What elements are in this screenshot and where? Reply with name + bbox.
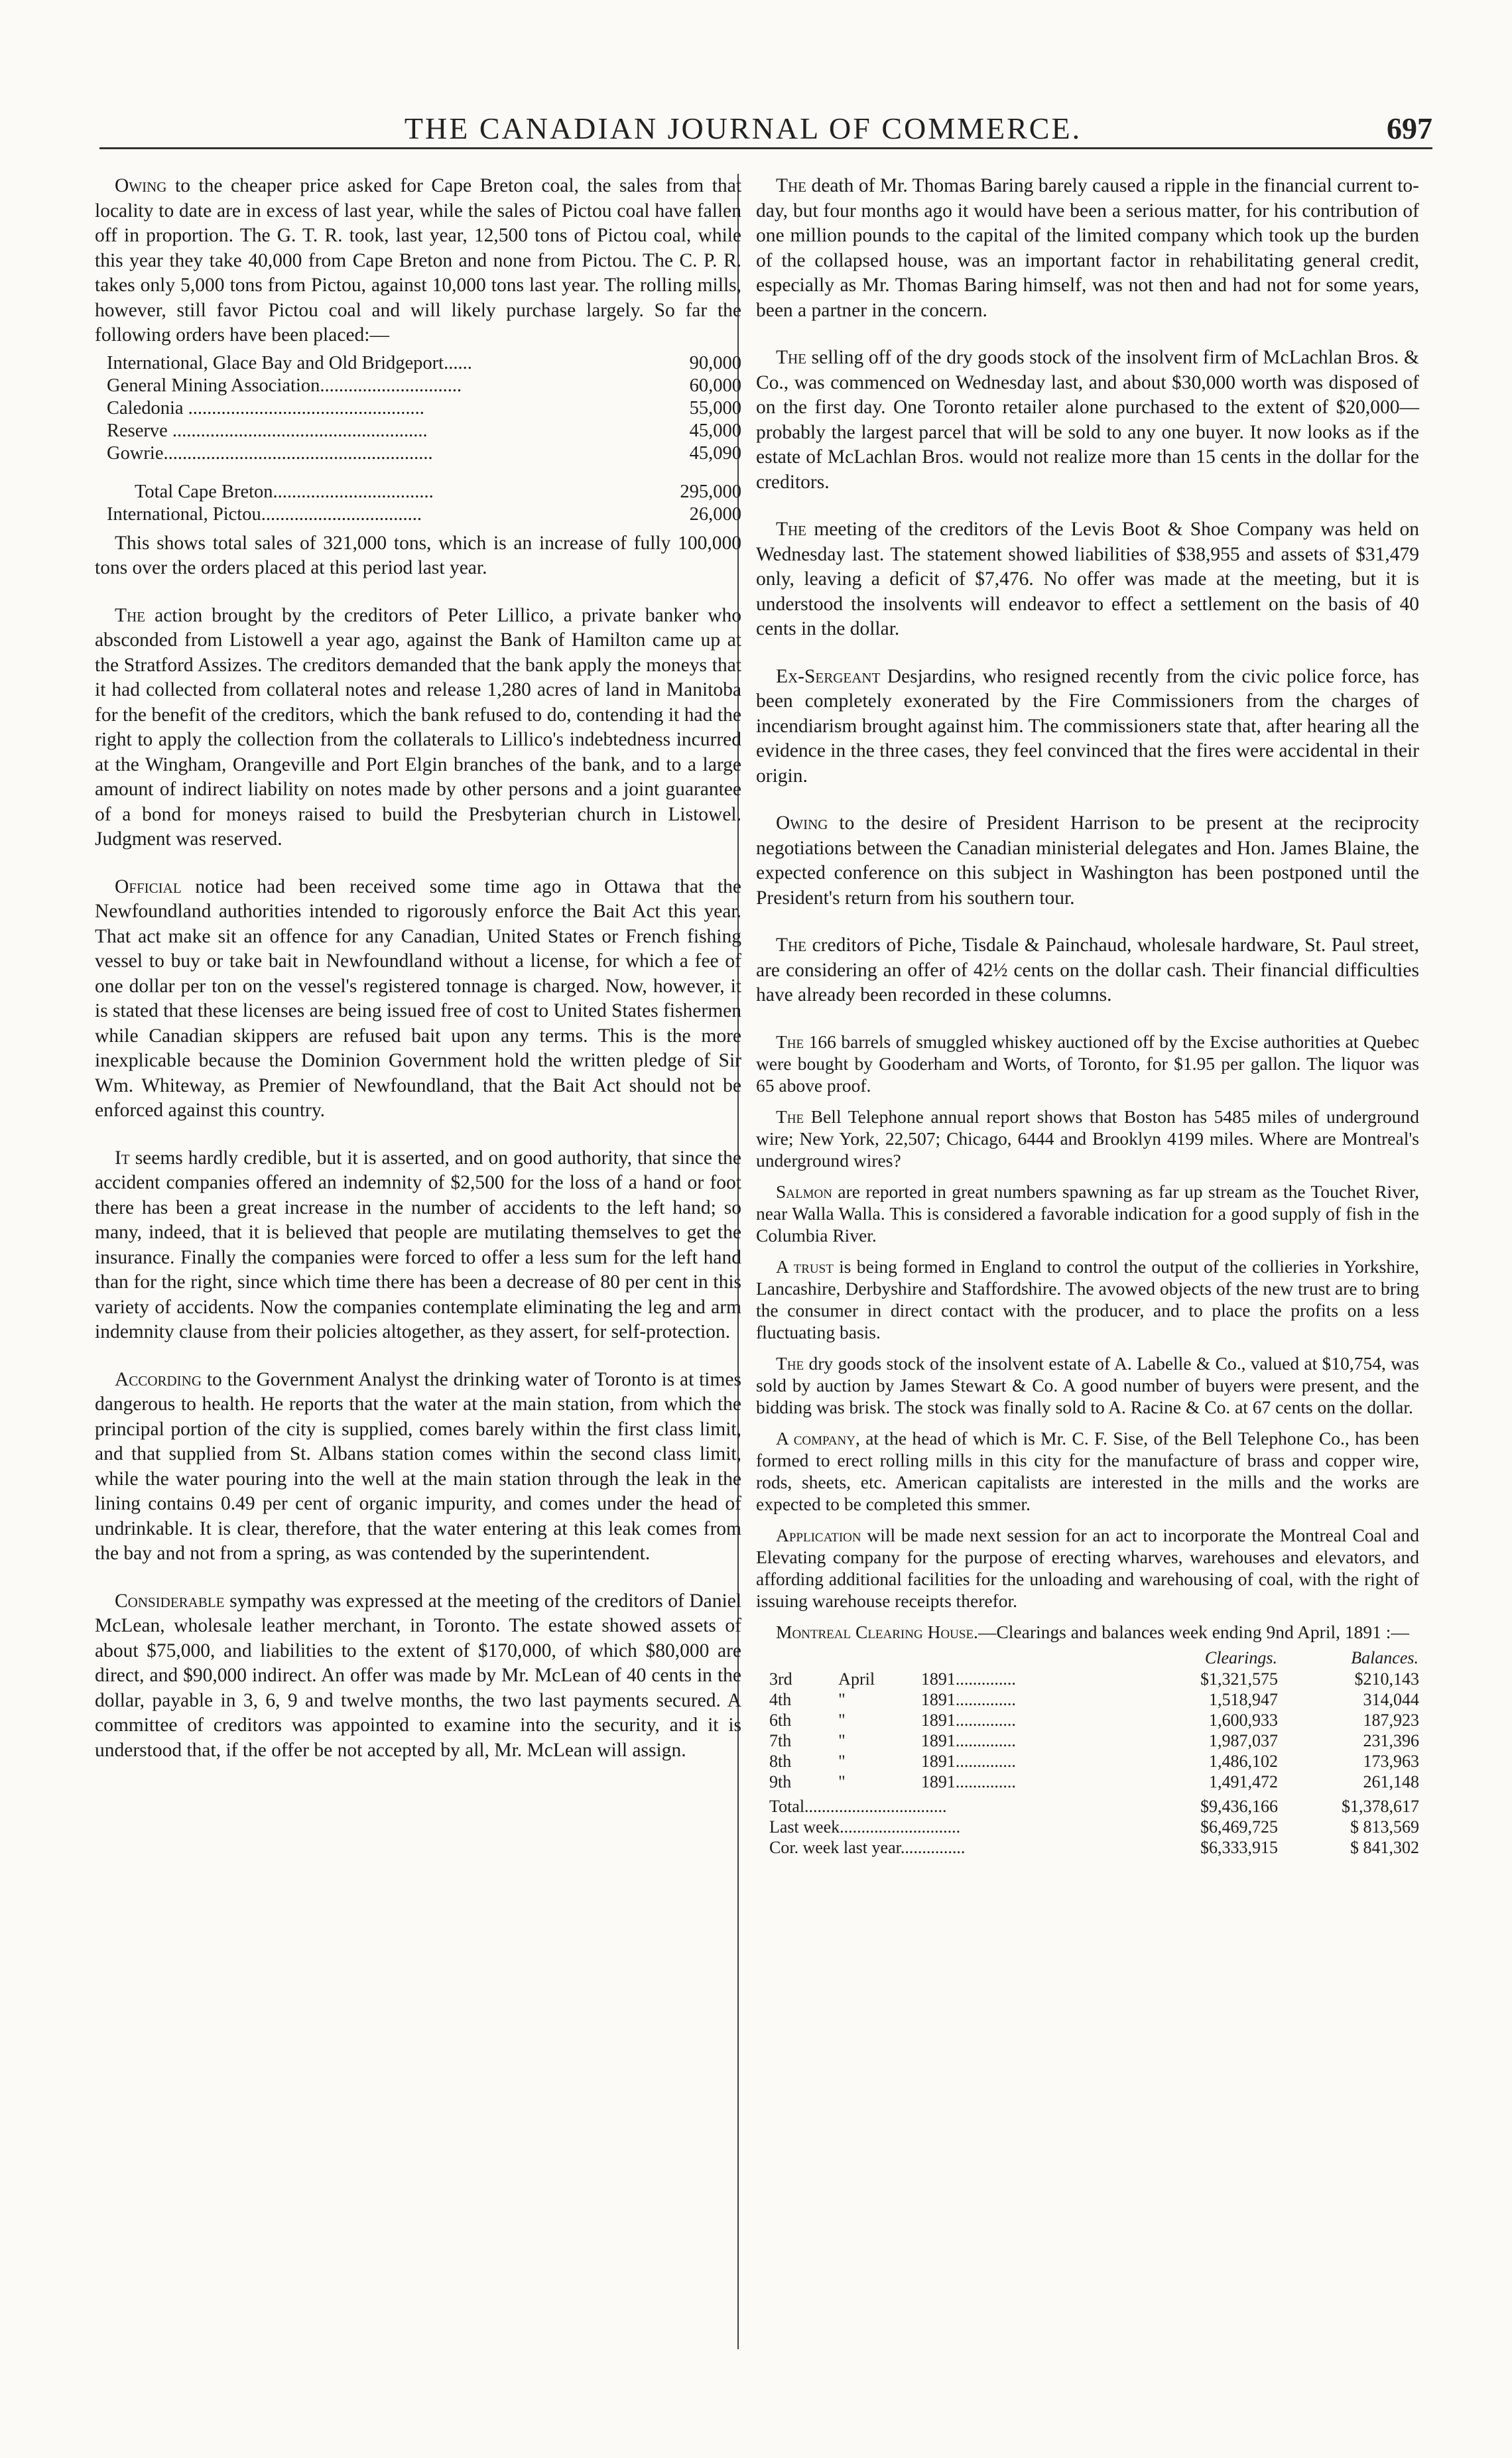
header-balances: Balances. [1351, 1648, 1418, 1667]
cell-day: 3rd [769, 1669, 792, 1689]
article-lead: The [776, 1352, 804, 1374]
cell-balances: 173,963 [1363, 1751, 1419, 1771]
article-text: Bell Telephone annual report shows that Boston has 5485 miles of underground wire; New York, 22,507; Chicago, 6444 and Brooklyn 4199 miles. Where are Montreal's underground wires? [756, 1106, 1419, 1171]
header-rule [99, 147, 1432, 149]
article-mclean [95, 1589, 741, 1764]
brief-item [756, 1181, 1419, 1246]
article-mclachlan [756, 346, 1419, 495]
article-harrison [756, 811, 1419, 911]
article-text: death of Mr. Thomas Baring barely caused a ripple in the financial current to-day, but four months ago it would have been a serious matter, for his contribution of one million pounds to the capital of the limited company which took up the burden of the collapsed house, was an important factor in rehabilitating general credit, especially as Mr. Thomas Baring himself, was not then and had not for some years, been a partner in the concern. [756, 175, 1420, 321]
order-value: 45,000 [689, 420, 741, 441]
cell-balances: $ 813,569 [1350, 1817, 1419, 1837]
cell-month: " [838, 1772, 846, 1791]
order-value: 90,000 [689, 352, 741, 373]
article-text: creditors of Piche, Tisdale & Painchaud, wholesale hardware, St. Paul street, are considering an offer of 42½ cents on the dollar cash. Their financial difficulties have already been recorded in these columns. [756, 935, 1420, 1005]
article-lead: The [115, 604, 146, 626]
total-value: 295,000 [680, 481, 741, 502]
article-text: is being formed in England to control the output of the collieries in Yorkshire, Lancashire, Derbyshire and Staffordshire. The avowed objects of the new trust are to bring the consumer in direct contact with the producer, and to place the profits on a less fluctuating basis. [756, 1256, 1419, 1342]
article-desjardins [756, 665, 1419, 789]
article-newfoundland [95, 875, 741, 1124]
article-lillico [95, 604, 741, 852]
article-lead: The [776, 175, 807, 196]
cell-month: April [838, 1669, 875, 1689]
article-text: at the head of which is Mr. C. F. Sise, of the Bell Telephone Co., has been formed to erect rolling mills in this city for the manufacture of brass and copper wire, rods, sheets, etc. American capitalists are interested in the mills and the works are expected to be completed this smmer. [756, 1427, 1420, 1514]
table-row [756, 1689, 1419, 1710]
article-lead: The [776, 347, 807, 368]
cell-year: 1891.............. [920, 1772, 1016, 1791]
brief-item [756, 1031, 1419, 1096]
cell-clearings: $6,469,725 [1200, 1817, 1278, 1837]
order-label: General Mining Association.............................. [107, 375, 462, 396]
brief-item [756, 1106, 1419, 1171]
article-text: to the desire of President Harrison to be present at the reciprocity negotiations between the Canadian ministerial delegates and Hon. James Blaine, the expected conference on this subject in Washington has been postponed until the President's return from his southern tour. [756, 812, 1419, 909]
brief-item [756, 1256, 1419, 1343]
cell-day: 9th [769, 1772, 792, 1791]
order-label: Reserve ...................................................... [107, 420, 428, 441]
article-text: —Clearings and balances week ending 9nd April, 1891 :— [977, 1621, 1409, 1642]
table-row [756, 1817, 1419, 1837]
article-accidents [95, 1146, 741, 1345]
table-spacer [95, 465, 741, 481]
table-row [95, 442, 741, 465]
article-coal [95, 174, 741, 581]
table-row [95, 352, 741, 375]
article-lead: The [776, 935, 807, 956]
cell-day: 6th [769, 1710, 792, 1730]
article-text: will be made next session for an act to incorporate the Montreal Coal and Elevating company for the purpose of erecting wharves, warehouses and elevators, and affording additional facilities for the unloading and warehousing of coal, with the right of issuing warehouse receipts therefor. [756, 1524, 1419, 1611]
article-text: meeting of the creditors of the Levis Boot & Shoe Company was held on Wednesday last. The statement showed liabilities of $38,955 and assets of $31,479 only, leaving a deficit of $7,476. No offer was made at the meeting, but it is understood the insolvents will endeavor to effect a settlement on the basis of 40 cents in the dollar. [756, 519, 1419, 639]
table-row [95, 420, 741, 442]
article-lead: The [776, 1031, 804, 1052]
cell-clearings: $6,333,915 [1200, 1837, 1278, 1857]
total-label: Cor. week last year............... [769, 1837, 966, 1857]
table-row [95, 481, 741, 503]
article-lead: Official [115, 875, 182, 897]
cell-clearings: 1,491,472 [1208, 1772, 1278, 1791]
cell-clearings: 1,600,933 [1208, 1710, 1278, 1730]
article-text: to the Government Analyst the drinking water of Toronto is at times dangerous to health. He reports that the water at the main station, from which the principal portion of the city is supplied, comes barely within the first class limit, and that supplied from St. Albans station comes within the second class limit, while the water pouring into the well at the main station through the leak in the lining contains 0.49 per cent of organic impurity, and comes under the head of undrinkable. It is clear, therefore, that the water entering at this leak comes from the bay and not from a spring, as was contended by the superintendent. [95, 1368, 742, 1564]
article-text: sympathy was expressed at the meeting of the creditors of Daniel McLean, wholesale leather merchant, in Toronto. The estate showed assets of about $75,000, and liabilities to the extent of $170,000, of which $80,000 are direct, and $90,000 indirect. An offer was made by Mr. McLean of 40 cents in the dollar, payable in 3, 6, 9 and twelve months, the two last payments secured. A committee of creditors was appointed to examine into the security, and it is understood that, if the offer be not accepted by all, Mr. McLean will assign. [95, 1590, 741, 1761]
cell-month: " [838, 1689, 846, 1709]
table-row [756, 1837, 1419, 1858]
order-value: 55,000 [689, 397, 741, 419]
brief-item [756, 1524, 1419, 1612]
cell-clearings: $9,436,166 [1200, 1796, 1278, 1816]
article-lead: Ex-Sergeant [776, 665, 881, 687]
table-row [95, 397, 741, 420]
cell-year: 1891.............. [920, 1710, 1016, 1730]
table-row [95, 503, 741, 526]
cell-balances: $1,378,617 [1342, 1796, 1419, 1816]
article-text: Desjardins, who resigned recently from the civic police force, has been completely exonerated by the Fire Commissioners from the charges of incendiarism brought against him. The commissioners state that, after hearing all the evidence in the three cases, they feel convinced that the fires were accidental in their origin. [756, 665, 1419, 787]
article-lead: Owing [776, 812, 828, 834]
article-baring [756, 174, 1419, 323]
cell-day: 7th [769, 1730, 792, 1750]
article-lead: A trust [776, 1256, 834, 1277]
cell-year: 1891.............. [920, 1730, 1016, 1750]
article-lead: The [776, 519, 807, 540]
page-header [99, 93, 1432, 146]
journal-title: THE CANADIAN JOURNAL OF COMMERCE. [404, 111, 1082, 145]
cell-month: " [838, 1710, 846, 1730]
article-closing: This shows total sales of 321,000 tons, which is an increase of fully 100,000 tons over the orders placed at this period last year. [95, 532, 741, 578]
table-row [756, 1792, 1419, 1817]
pictou-label: International, Pictou.................................. [107, 503, 422, 525]
total-label: Total Cape Breton.................................. [135, 481, 434, 502]
cell-year: 1891.............. [920, 1689, 1016, 1709]
article-lead: Owing [115, 175, 167, 196]
table-row [756, 1751, 1419, 1772]
table-row [756, 1730, 1419, 1751]
cell-day: 4th [769, 1689, 792, 1709]
article-lead: Salmon [776, 1181, 832, 1202]
order-label: Caledonia .................................................. [107, 397, 424, 419]
order-label: Gowrie......................................................... [107, 442, 433, 464]
cell-balances: 187,923 [1363, 1710, 1419, 1730]
cell-balances: 231,396 [1363, 1730, 1419, 1750]
table-row [95, 375, 741, 397]
article-text: notice had been received some time ago in Ottawa that the Newfoundland authorities intended to rigorously enforce the Bait Act this year. That act make sit an offence for any Canadian, United States or French fishing vessel to buy or take bait in Newfoundland without a license, for which a fee of one dollar per ton on the vessel's registered tonnage is charged. Now, however, it is stated that these licenses are being issued free of cost to United States fishermen while Canadian skippers are refused bait upon any terms. This is the more inexplicable because the Dominion Government hold the written pledge of Sir Wm. Whiteway, as Premier of Newfoundland, that the Bait Act should not be enforced against this country. [95, 875, 741, 1121]
article-text: are reported in great numbers spawning as far up stream as the Touchet River, near Walla Walla. This is considered a favorable indication for a good supply of fish in the Columbia River. [756, 1181, 1419, 1246]
table-row [756, 1669, 1419, 1689]
cell-balances: 314,044 [1363, 1689, 1419, 1709]
brief-item [756, 1427, 1419, 1515]
cell-clearings: $1,321,575 [1200, 1669, 1278, 1689]
article-lead: According [115, 1368, 202, 1390]
article-lead: Application [776, 1524, 861, 1545]
article-lead: Montreal Clearing House. [776, 1621, 978, 1642]
left-column [95, 174, 741, 1785]
article-lead: The [776, 1106, 804, 1127]
cell-balances: 261,148 [1363, 1772, 1419, 1791]
cell-clearings: 1,486,102 [1208, 1751, 1278, 1771]
pictou-value: 26,000 [689, 503, 741, 525]
table-header-row [756, 1647, 1419, 1669]
article-water [95, 1368, 741, 1567]
article-text: seems hardly credible, but it is asserted, and on good authority, that since the accident companies offered an indemnity of $2,500 for the loss of a hand or foot there has been a great increase in the number of accidents to the left hand; so many, indeed, that it is believed that people are mutilating themselves to get the insurance. Finally the companies were forced to offer a less sum for the left hand than for the right, since which time there has been a decrease of 80 per cent in this variety of accidents. Now the companies contemplate eliminating the leg and arm indemnity clause from their policies altogether, as they assert, for self-protection. [95, 1147, 741, 1342]
coal-orders-table [95, 352, 741, 526]
cell-day: 8th [769, 1751, 792, 1771]
cell-month: " [838, 1730, 846, 1750]
page-number: 697 [1387, 111, 1432, 145]
cell-year: 1891.............. [920, 1751, 1016, 1771]
article-text: to the cheaper price asked for Cape Breton coal, the sales from that locality to date are in excess of last year, while the sales of Pictou coal have fallen off in proportion. The G. T. R. took, last year, 12,500 tons of Pictou coal, while this year they take 40,000 from Cape Breton and none from Pictou. The C. P. R. takes only 5,000 tons from Pictou, against 10,000 tons last year. The rolling mills, however, still favor Pictou coal and will likely purchase largely. So far the following orders have been placed:— [95, 175, 742, 346]
clearing-table [756, 1647, 1419, 1858]
article-levis [756, 517, 1419, 642]
right-column [756, 174, 1419, 1858]
cell-balances: $210,143 [1354, 1669, 1419, 1689]
cell-balances: $ 841,302 [1350, 1837, 1419, 1857]
article-text: dry goods stock of the insolvent estate of A. Labelle & Co., valued at $10,754, was sold by auction by James Stewart & Co. A good number of buyers were present, and the bidding was brisk. The stock was finally sold to A. Racine & Co. at 67 cents on the dollar. [756, 1352, 1420, 1417]
clearing-intro [756, 1621, 1419, 1643]
article-text: 166 barrels of smuggled whiskey auctioned off by the Excise authorities at Quebec were bought by Gooderham and Worts, of Toronto, for $1.95 per gallon. The liquor was 65 above proof. [756, 1031, 1419, 1096]
header-clearings: Clearings. [1204, 1648, 1277, 1667]
order-label: International, Glace Bay and Old Bridgeport...... [107, 352, 472, 373]
article-lead: Considerable [115, 1590, 225, 1612]
table-row [756, 1772, 1419, 1792]
article-piche [756, 933, 1419, 1008]
cell-year: 1891.............. [920, 1669, 1016, 1689]
article-lead: It [115, 1147, 130, 1169]
article-text: action brought by the creditors of Peter Lillico, a private banker who absconded from Listowell a year ago, against the Bank of Hamilton came up at the Stratford Assizes. The creditors demanded that the bank apply the moneys that it had collected from collateral notes and release 1,280 acres of land in Manitoba for the benefit of the creditors, which the bank refused to do, contending it had the right to apply the collection from the collaterals to Lillico's indebtedness incurred at the Wingham, Orangeville and Port Elgin branches of the bank, and to a large amount of indirect liability on notes made by other persons and a joint guarantee of a bond for moneys raised to build the Presbyterian church in Listowel. Judgment was reserved. [95, 604, 741, 850]
brief-notes [756, 1031, 1419, 1858]
total-label: Total................................. [769, 1796, 947, 1816]
cell-clearings: 1,518,947 [1208, 1689, 1278, 1709]
total-label: Last week............................ [769, 1817, 961, 1837]
article-text: selling off of the dry goods stock of the insolvent firm of McLachlan Bros. & Co., was commenced on Wednesday last, and about $30,000 worth was disposed of on the first day. One Toronto retailer alone purchased to the extent of $20,000—probably the largest parcel that will be sold to any one buyer. It now looks as if the estate of McLachlan Bros. would not realize more than 15 cents in the dollar for the creditors. [756, 347, 1419, 493]
brief-item [756, 1352, 1419, 1418]
order-value: 45,090 [689, 442, 741, 464]
table-row [756, 1710, 1419, 1730]
article-lead: A company, [776, 1427, 860, 1449]
cell-month: " [838, 1751, 846, 1771]
cell-clearings: 1,987,037 [1208, 1730, 1278, 1750]
order-value: 60,000 [689, 375, 741, 396]
